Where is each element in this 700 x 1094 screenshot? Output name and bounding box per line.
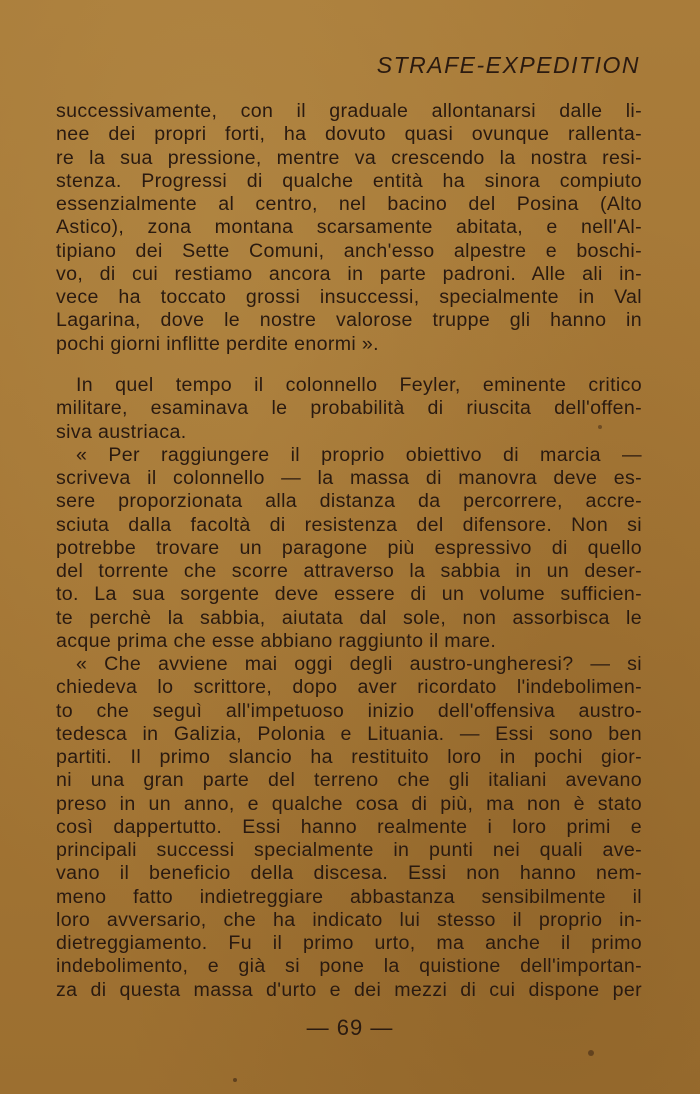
text-line: In quel tempo il colonnello Feyler, eminente critico: [76, 374, 642, 396]
text-line: to. La sua sorgente deve essere di un volume sufficien-: [56, 583, 642, 606]
page-number: — 69 —: [306, 1015, 394, 1040]
text-line: potrebbe trovare un paragone più espressivo di quello: [56, 536, 642, 559]
text-line: principali successi specialmente in punti nei quali ave-: [56, 839, 642, 861]
text-line: meno fatto indietreggiare abbastanza sensibilmente il: [56, 885, 642, 908]
text-line: chiedeva lo scrittore, dopo aver ricordato l'indebolimen-: [56, 676, 642, 699]
text-line: acque prima che esse abbiano raggiunto il mare.: [56, 629, 497, 652]
text-line: tipiano dei Sette Comuni, anch'esso alpestre e boschi-: [56, 239, 642, 262]
text-line: essenzialmente al centro, nel bacino del Posina (Alto: [56, 193, 642, 215]
ink-speck: [588, 1050, 594, 1056]
text-line: stenza. Progressi di qualche entità ha sinora compiuto: [56, 169, 642, 192]
text-line: preso in un anno, e qualche cosa di più, ma non è stato: [56, 792, 642, 815]
text-line: te perchè la sabbia, aiutata dal sole, non assorbisca le: [56, 606, 642, 629]
text-line: vano il beneficio della discesa. Essi non hanno nem-: [56, 862, 642, 885]
text-line: così dappertutto. Essi hanno realmente i loro primi e: [56, 815, 642, 838]
text-line: successivamente, con il graduale allontanarsi dalle li-: [56, 100, 642, 122]
text-line: Lagarina, dove le nostre valorose truppe gli hanno in: [56, 309, 642, 332]
text-line: re la sua pressione, mentre va crescendo la nostra resi-: [56, 146, 642, 169]
text-line: sere proporzionata alla distanza da percorrere, accre-: [56, 490, 642, 513]
text-line: siva austriaca.: [56, 420, 187, 443]
text-line: partiti. Il primo slancio ha restituito loro in pochi gior-: [56, 746, 642, 768]
text-line: Astico), zona montana scarsamente abitata, e nell'Al-: [56, 216, 642, 239]
running-head: STRAFE-EXPEDITION: [376, 52, 640, 78]
text-line: za di questa massa d'urto e dei mezzi di cui dispone per: [56, 978, 642, 1001]
text-line: « Che avviene mai oggi degli austro-ungheresi? — si: [76, 653, 642, 675]
text-line: vece ha toccato grossi insuccessi, specialmente in Val: [56, 286, 642, 308]
ink-speck: [233, 1078, 237, 1082]
text-line: tedesca in Galizia, Polonia e Lituania. — Essi sono ben: [56, 722, 642, 745]
text-line: nee dei propri forti, ha dovuto quasi ovunque rallenta-: [56, 123, 642, 146]
text-line: dietreggiamento. Fu il primo urto, ma anche il primo: [56, 932, 642, 954]
text-line: sciuta dalla facoltà di resistenza del difensore. Non si: [56, 513, 642, 536]
paragraph-continuation: [56, 100, 642, 356]
text-line: militare, esaminava le probabilità di riuscita dell'offen-: [56, 397, 642, 420]
text-line: del torrente che scorre attraverso la sabbia in un deser-: [56, 560, 642, 582]
text-line: indebolimento, e già si pone la quistione dell'importan-: [56, 955, 642, 978]
text-line: ni una gran parte del terreno che gli italiani avevano: [56, 769, 642, 792]
text-line: loro avversario, che ha indicato lui stesso il proprio in-: [56, 908, 642, 931]
body-text: [56, 374, 642, 1002]
text-line: « Per raggiungere il proprio obiettivo di marcia —: [76, 443, 642, 466]
text-line: pochi giorni inflitte perdite enormi ».: [56, 332, 379, 355]
text-line: to che seguì all'impetuoso inizio dell'offensiva austro-: [56, 699, 642, 722]
text-line: scriveva il colonnello — la massa di manovra deve es-: [56, 467, 642, 489]
text-line: vo, di cui restiamo ancora in parte padroni. Alle ali in-: [56, 262, 642, 285]
ink-speck: [598, 425, 602, 429]
